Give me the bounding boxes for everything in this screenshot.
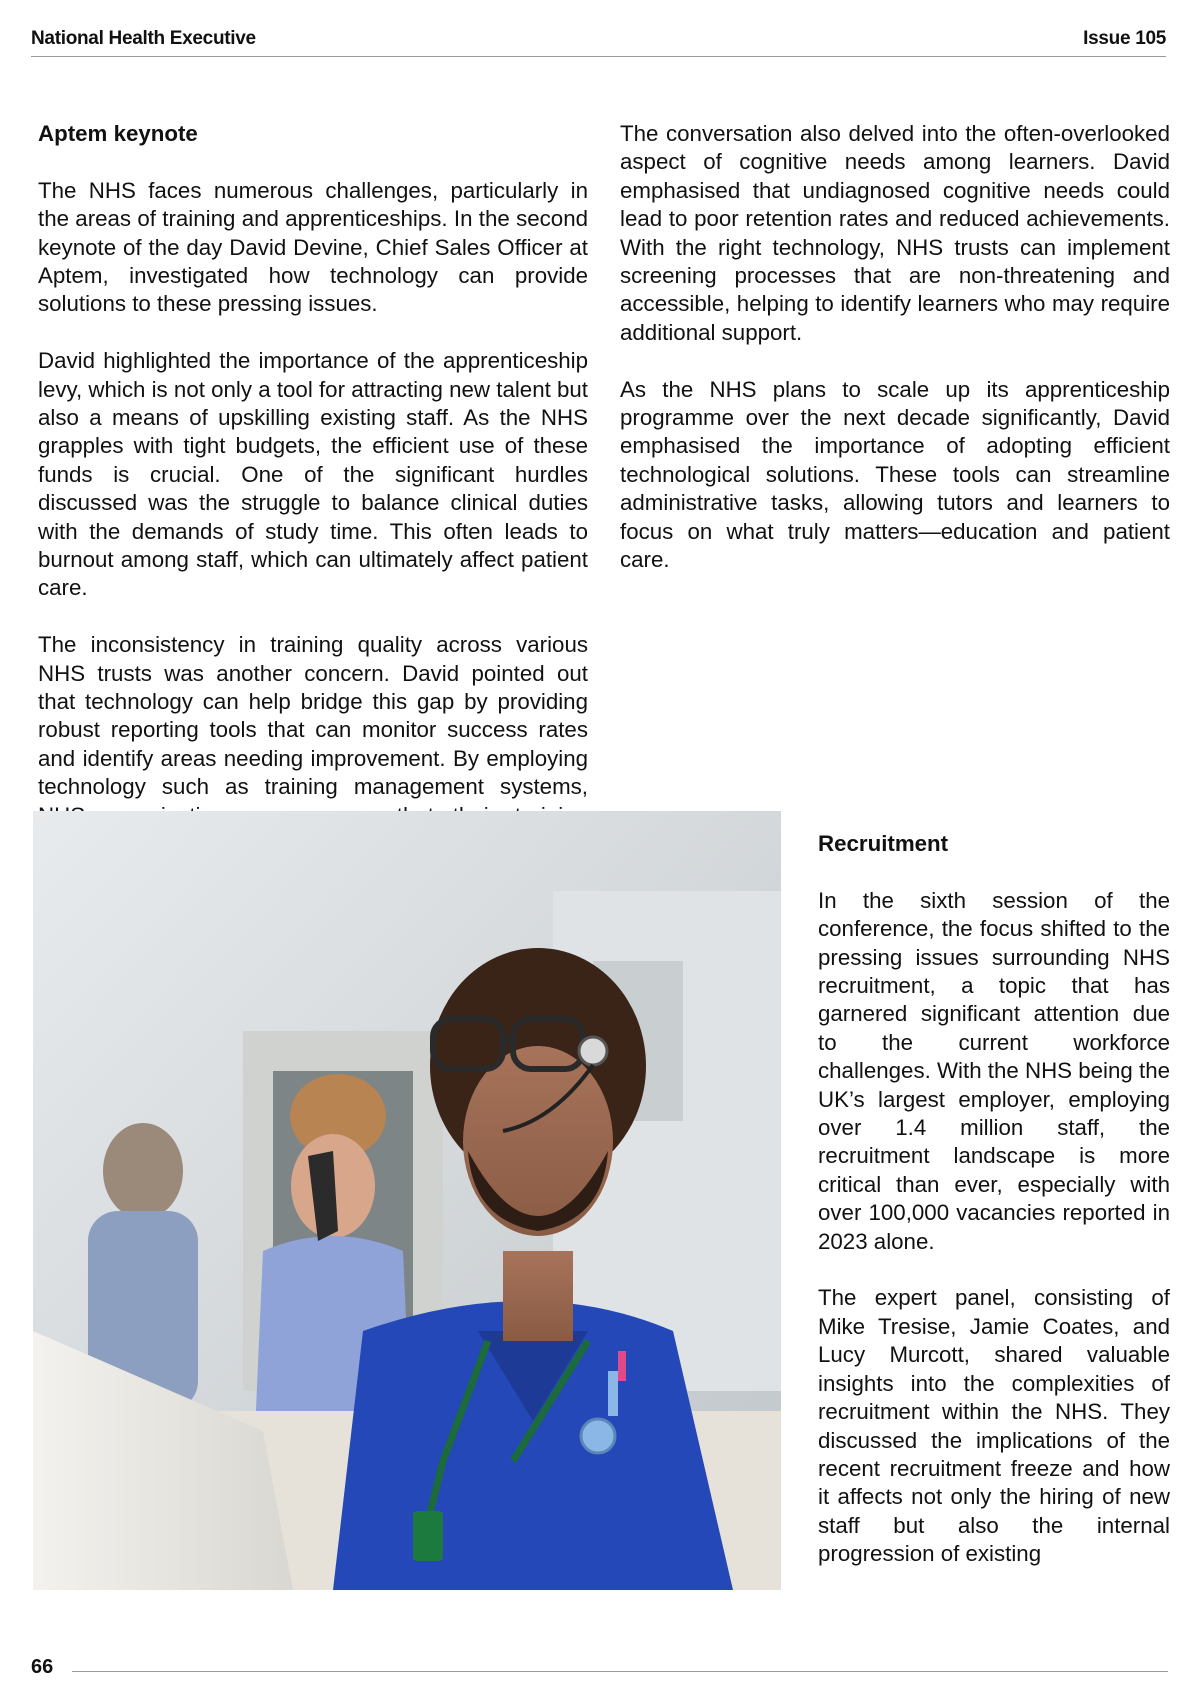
article-column-right	[620, 120, 1170, 603]
issue-number: Issue 105	[1083, 28, 1166, 49]
page-number: 66	[31, 1656, 54, 1678]
publication-name: National Health Executive	[31, 28, 256, 49]
section-heading-aptem: Aptem keynote	[38, 121, 198, 146]
aptem-paragraph-5: As the NHS plans to scale up its apprenticeship programme over the next decade significantly, David emphasised the importance of adopting efficient technological solutions. These tools can streamline administrative tasks, allowing tutors and learners to focus on what truly matters—education and patient care.	[620, 376, 1170, 573]
aptem-paragraph-1: The NHS faces numerous challenges, particularly in the areas of training and apprenticeships. In the second keynote of the day David Devine, Chief Sales Officer at Aptem, investigated how technology can provide solutions to these pressing issues.	[38, 177, 588, 317]
section-heading-recruitment: Recruitment	[818, 831, 949, 856]
aptem-paragraph-3: The inconsistency in training quality across various NHS trusts was another concern. David pointed out that technology can help bridge this gap by providing robust reporting tools that can monitor success rates and identify areas needing improvement. By employing technology such as training management systems,	[38, 632, 588, 800]
aptem-paragraph-4: The conversation also delved into the often-overlooked aspect of cognitive needs among learners. David emphasised that undiagnosed cognitive needs could lead to poor retention rates and reduced achievements. With the right technology, NHS trusts can implement screening processes that are non-threatening and accessible, helping to identify learners who may require additional support.	[620, 121, 1170, 345]
photo-illustration	[33, 811, 781, 1590]
article-photo	[33, 811, 781, 1590]
article-column-recruitment	[818, 830, 1170, 1597]
recruitment-paragraph-2: The expert panel, consisting of Mike Tresise, Jamie Coates, and Lucy Murcott, shared valuable insights into the complexities of recruitment within the NHS. They discussed the implications of the recent recruitment freeze and how it affects not only the hiring of new staff but also the internal progression of existing	[818, 1285, 1170, 1567]
page-header	[31, 28, 1166, 57]
footer-rule	[72, 1671, 1168, 1672]
aptem-paragraph-2: David highlighted the importance of the apprenticeship levy, which is not only a tool for attracting new talent but also a means of upskilling existing staff. As the NHS grapples with tight budgets, the efficient use of these funds is crucial. One of the significant hurdles discussed was the struggle to balance clinical duties with the demands of study time. This often leads to burnout among staff, which can ultimately affect patient care.	[38, 348, 588, 601]
article-column-left	[38, 120, 588, 887]
recruitment-paragraph-1: In the sixth session of the conference, the focus shifted to the pressing issues surrounding NHS recruitment, a topic that has garnered significant attention due to the current workforce challenges. With the NHS being the UK’s largest employer, employing over 1.4 million staff, the recruitment landscape is more critical than ever, especially with over 100,000 vacancies reported in 2023 alone.	[818, 887, 1170, 1254]
